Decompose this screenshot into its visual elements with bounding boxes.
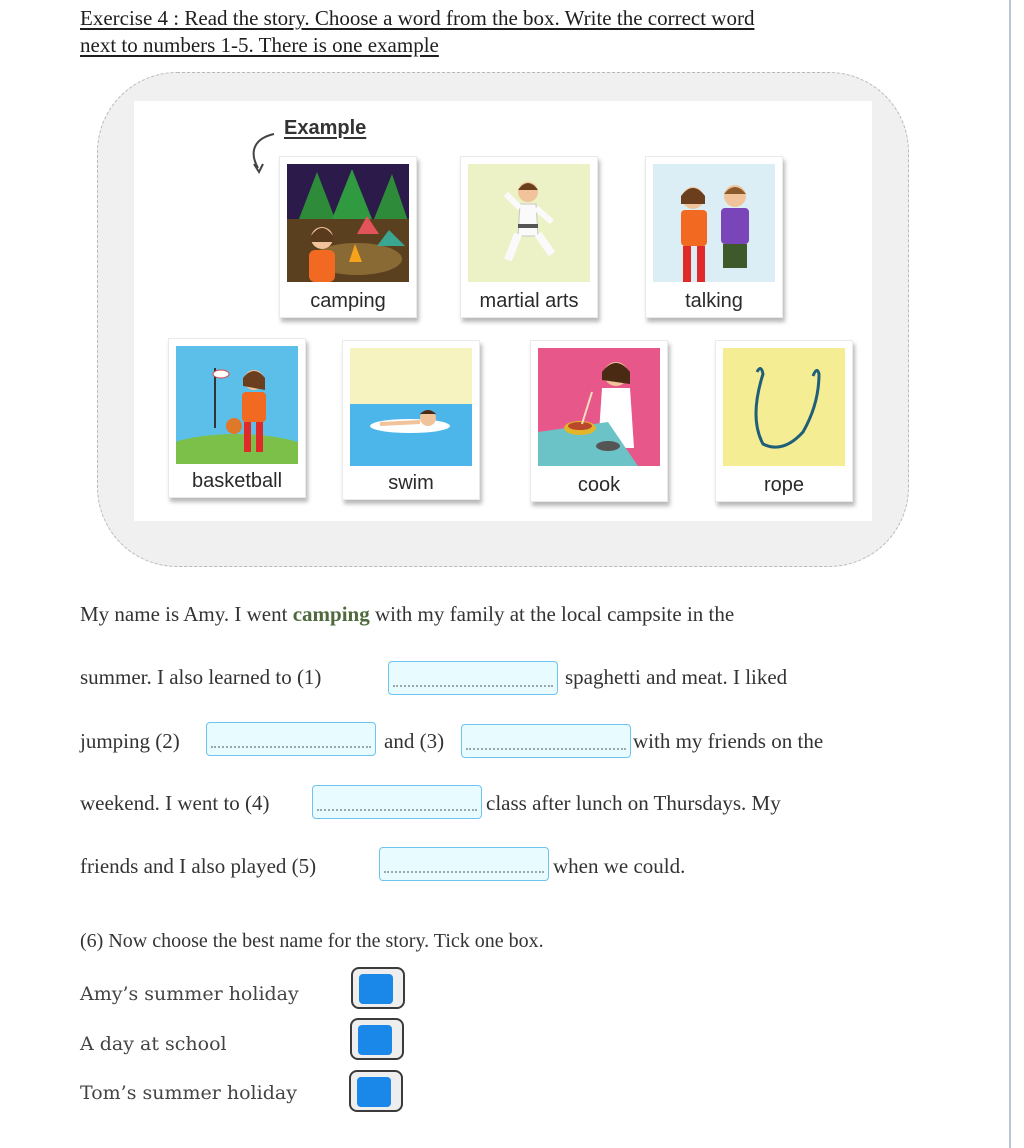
title-line-2: next to numbers 1-5. There is one example [80, 33, 439, 57]
tick-box-toms-summer-holiday[interactable] [349, 1070, 403, 1112]
example-answer: camping [292, 602, 370, 626]
option-label-1: Amy’s summer holiday [80, 983, 299, 1005]
card-label: swim [388, 472, 434, 494]
page-edge-rule [1009, 0, 1011, 1148]
camping-image [287, 164, 409, 282]
story-text: with my family at the local campsite in the [369, 602, 735, 626]
card-label: cook [577, 474, 621, 496]
cook-image [538, 348, 660, 466]
story-line-4: weekend. I went to (4) [80, 791, 270, 815]
swim-image [350, 348, 472, 466]
answer-blank-4[interactable] [312, 785, 482, 819]
word-card-rope [715, 340, 853, 502]
word-card-basketball [168, 338, 306, 498]
story-line-2: summer. I also learned to (1) [80, 665, 322, 689]
story-line-2-end: spaghetti and meat. I liked [565, 665, 788, 689]
card-label: rope [763, 474, 805, 496]
card-label: martial arts [479, 290, 579, 312]
story-line-1 [80, 602, 734, 627]
answer-blank-1[interactable] [388, 661, 558, 695]
word-card-cook [530, 340, 668, 502]
option-label-3: Tom’s summer holiday [80, 1082, 297, 1104]
basketball-image [176, 346, 298, 464]
tick-box-fill [358, 1025, 392, 1055]
tick-box-fill [357, 1077, 391, 1107]
story-line-3-mid: and (3) [384, 729, 445, 753]
rope-image [723, 348, 845, 466]
word-card-martial-arts [460, 156, 598, 318]
story-line-4-end: class after lunch on Thursdays. My [486, 791, 781, 815]
word-card-talking [645, 156, 783, 318]
option-label-2: A day at school [80, 1033, 227, 1055]
talking-image [653, 164, 775, 282]
word-card-swim [342, 340, 480, 500]
tick-box-amys-summer-holiday[interactable] [351, 967, 405, 1009]
card-label: talking [685, 290, 743, 312]
story-line-3-end: with my friends on the [633, 729, 824, 753]
story-line-5-end: when we could. [553, 854, 686, 878]
story-line-3: jumping (2) [80, 729, 180, 753]
answer-blank-5[interactable] [379, 847, 549, 881]
example-label: Example [284, 117, 367, 139]
tick-box-a-day-at-school[interactable] [350, 1018, 404, 1060]
answer-blank-2[interactable] [206, 722, 376, 756]
story-text: My name is Amy. I went [80, 602, 293, 626]
martial-arts-image [468, 164, 590, 282]
question-6-prompt: (6) Now choose the best name for the story. Tick one box. [80, 930, 544, 952]
tick-box-fill [359, 974, 393, 1004]
story-line-5: friends and I also played (5) [80, 854, 317, 878]
card-label: basketball [191, 470, 283, 492]
title-line-1: Exercise 4 : Read the story. Choose a word from the box. Write the correct word [80, 6, 755, 30]
word-card-camping [279, 156, 417, 318]
card-label: camping [310, 290, 386, 312]
answer-blank-3[interactable] [461, 724, 631, 758]
exercise-title [80, 5, 920, 59]
